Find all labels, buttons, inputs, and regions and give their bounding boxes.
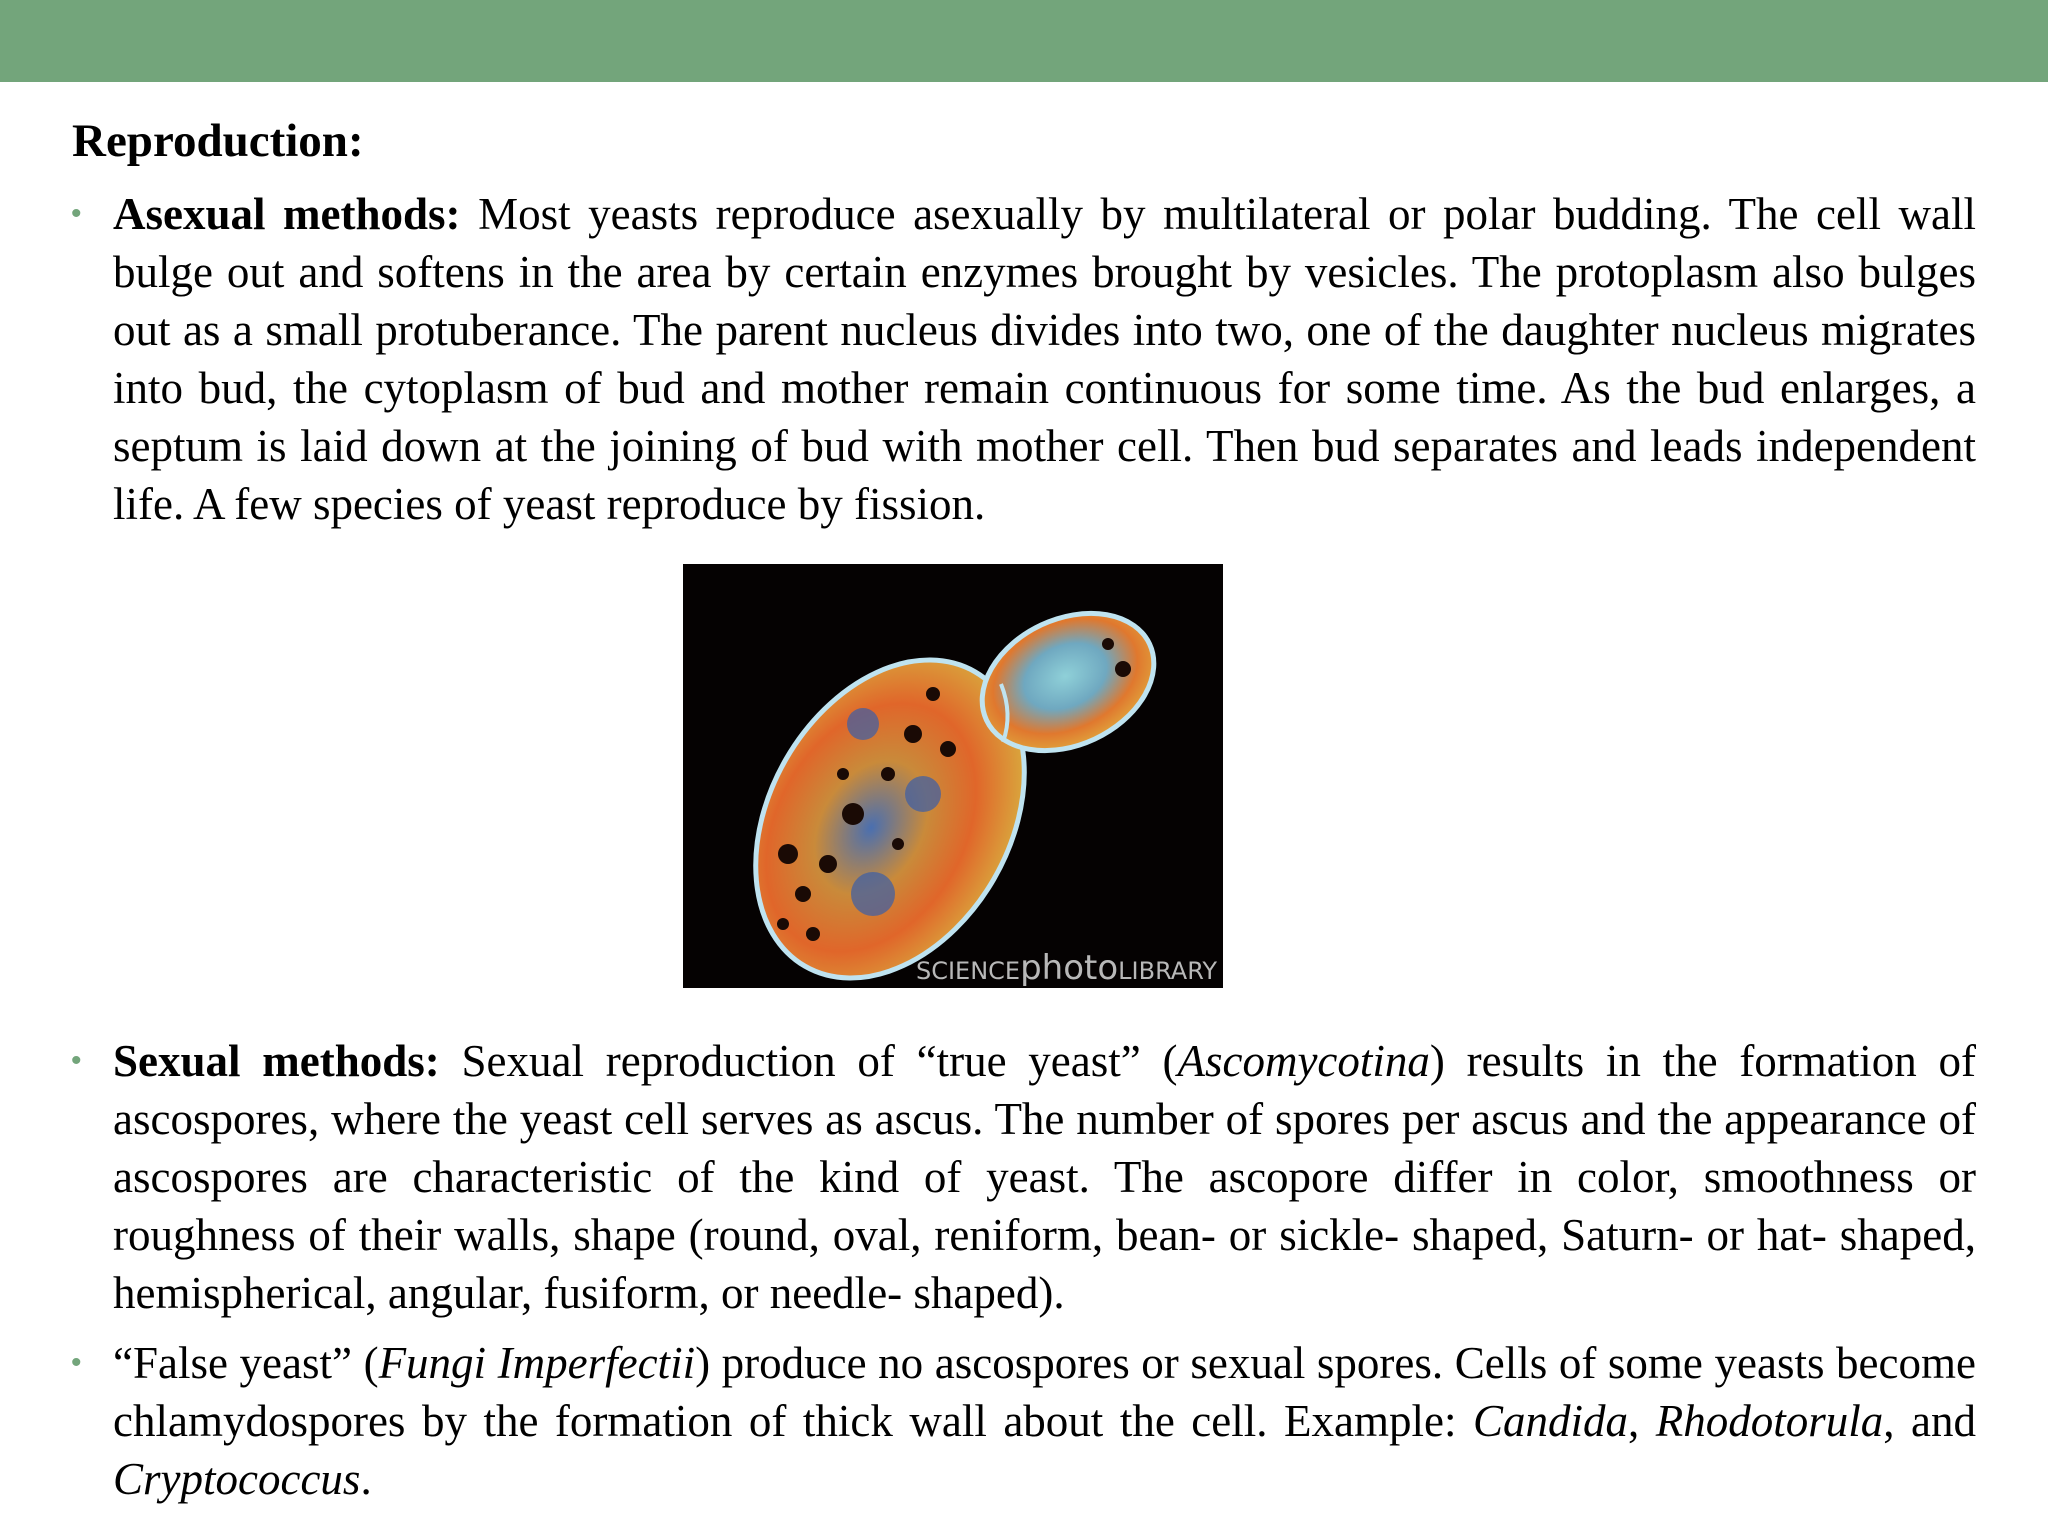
bullet-text: Sexual reproduction of “true yeast” ( [439, 1036, 1178, 1086]
bullet-italic-term: Fungi Imperfectii [378, 1338, 696, 1388]
watermark-library: LIBRARY [1118, 957, 1217, 985]
bullet-icon: • [71, 1346, 82, 1379]
bullet-text: “False yeast” ( [113, 1338, 379, 1388]
watermark [915, 948, 1217, 988]
bullet-text: ) produce no ascospores or sexual spores. Cells of some yeasts become chlamydospores by the formation of thick wall about the cell. Example: [113, 1338, 1976, 1446]
bullet-icon: • [71, 197, 82, 230]
bullet-text: ) results in the formation of ascospores, where the yeast cell serves as ascus. The number of spores per ascus and the appearance of ascospores are characteristic of the kind of yeast. The ascopore differ in color, smoothness or roughness of their walls, shape (round, oval, reniform, bean- or sickle- shaped, Saturn- or hat- shaped, hemispherical, angular, fusiform, or needle- shaped). [113, 1036, 1977, 1318]
section-heading: Reproduction: [72, 115, 364, 167]
watermark-photo: photo [1020, 948, 1119, 988]
bullet-icon: • [71, 1044, 82, 1077]
bullet-italic-term: Cryptococcus [113, 1454, 361, 1504]
bullet-italic-term: Rhodotorula [1655, 1396, 1884, 1446]
header-bar [0, 0, 2048, 82]
bullet-text: , [1627, 1396, 1656, 1446]
bullet-text: . [360, 1454, 372, 1504]
bullet-italic-term: Candida [1472, 1396, 1628, 1446]
bullet-italic-term: Ascomycotina [1177, 1036, 1430, 1086]
bullet-label: Sexual methods: [113, 1036, 440, 1086]
bullet-sexual-methods [71, 1032, 1977, 1322]
bullet-text: , and [1883, 1396, 1976, 1446]
bullet-label: Asexual methods: [113, 189, 461, 239]
budding-yeast-image [683, 564, 1223, 988]
watermark-science: SCIENCE [915, 957, 1021, 985]
bullet-false-yeast [71, 1334, 1976, 1508]
yeast-cell-illustration [683, 564, 1223, 988]
bullet-asexual-methods [71, 185, 1976, 533]
bullet-text: Most yeasts reproduce asexually by multilateral or polar budding. The cell wall bulge out and softens in the area by certain enzymes brought by vesicles. The protoplasm also bulges out as a small protuberance. The parent nucleus divides into two, one of the daughter nucleus migrates into bud, the cytoplasm of bud and mother remain continuous for some time. As the bud enlarges, a septum is laid down at the joining of bud with mother cell. Then bud separates and leads independent life. A few species of yeast reproduce by fission. [113, 189, 1976, 529]
